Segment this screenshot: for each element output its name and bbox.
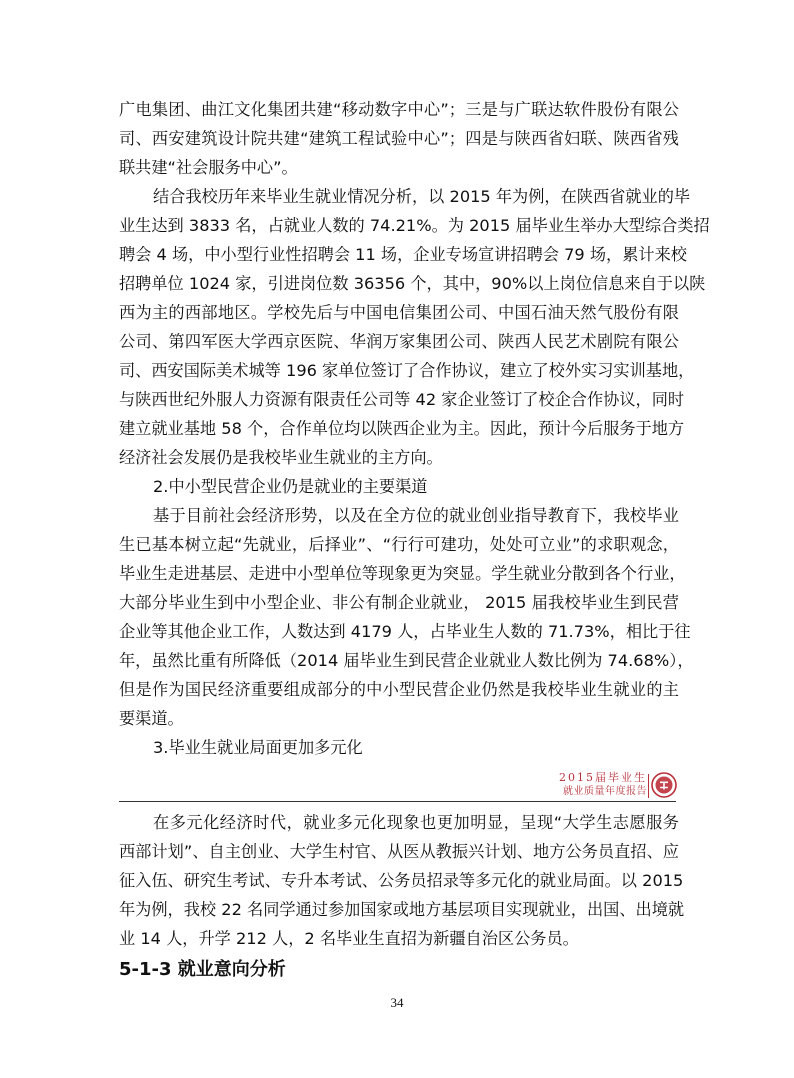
text-line: 司、西安建筑设计院共建“建筑工程试验中心”；四是与陕西省妇联、陕西省残: [119, 129, 679, 148]
text-line: 聘会 4 场，中小型行业性招聘会 11 场，企业专场宣讲招聘会 79 场，累计来校: [119, 245, 687, 264]
report-brand-logo: [549, 771, 677, 801]
text-line: 企业等其他企业工作，人数达到 4179 人，占毕业生人数的 71.73%，相比于往: [119, 622, 691, 641]
brand-divider: [648, 774, 649, 798]
text-line: 招聘单位 1024 家，引进岗位数 36356 个，其中，90%以上岗位信息来自于以陕: [119, 274, 706, 293]
body-text-bottom: [119, 808, 685, 953]
page-number: 34: [390, 995, 404, 1010]
subheading: 2.中小型民营企业仍是就业的主要渠道: [153, 477, 428, 496]
text-line: 建立就业基地 58 个，合作单位均以陕西企业为主。因此，预计今后服务于地方: [119, 419, 685, 438]
text-line: 业 14 人，升学 212 人，2 名毕业生直招为新疆自治区公务员。: [119, 929, 579, 948]
text-line: 业生达到 3833 名，占就业人数的 74.21%。为 2015 届毕业生举办大型综合类招: [119, 216, 710, 235]
school-seal-icon: [651, 772, 677, 798]
text-line: 生已基本树立起“先就业，后择业”、“行行可建功，处处可立业”的求职观念，: [119, 535, 679, 554]
text-line: 经济社会发展仍是我校毕业生就业的主方向。: [119, 448, 443, 467]
text-line: 与陕西世纪外服人力资源有限责任公司等 42 家企业签订了校企合作协议，同时: [119, 390, 685, 409]
brand-year-label: 2015届毕业生: [559, 771, 647, 784]
text-line: 大部分毕业生到中小型企业、非公有制企业就业， 2015 届我校毕业生到民营: [119, 593, 679, 612]
text-line: 征入伍、研究生考试、专升本考试、公务员招录等多元化的就业局面。以 2015: [119, 871, 684, 890]
text-line: 联共建“社会服务中心”。: [119, 158, 298, 177]
section-heading: 5-1-3 就业意向分析: [119, 959, 286, 980]
brand-report-label: 就业质量年度报告: [563, 786, 647, 797]
text-line: 毕业生走进基层、走进中小型单位等现象更为突显。学生就业分散到各个行业，: [119, 564, 686, 583]
text-line: 司、西安国际美术城等 196 家单位签订了合作协议，建立了校外实习实训基地，: [119, 361, 695, 380]
text-line: 年，虽然比重有所降低（2014 届毕业生到民营企业就业人数比例为 74.68%），: [119, 651, 694, 670]
text-line: 年为例，我校 22 名同学通过参加国家或地方基层项目实现就业，出国、出境就: [119, 900, 685, 919]
text-line: 结合我校历年来毕业生就业情况分析，以 2015 年为例，在陕西省就业的毕: [153, 187, 691, 206]
text-line: 要渠道。: [119, 709, 184, 728]
text-line: 在多元化经济时代，就业多元化现象也更加明显，呈现“大学生志愿服务: [153, 813, 679, 832]
text-line: 基于目前社会经济形势，以及在全方位的就业创业指导教育下，我校毕业: [153, 506, 679, 525]
header-divider-line: [119, 801, 676, 802]
text-line: 西部计划”、自主创业、大学生村官、从医从教振兴计划、地方公务员直招、应: [119, 842, 679, 861]
text-line: 西为主的西部地区。学校先后与中国电信集团公司、中国石油天然气股份有限: [119, 303, 679, 322]
subheading: 3.毕业生就业局面更加多元化: [153, 738, 363, 757]
text-line: 但是作为国民经济重要组成部分的中小型民营企业仍然是我校毕业生就业的主: [119, 680, 679, 699]
text-line: 广电集团、曲江文化集团共建“移动数字中心”；三是与广联达软件股份有限公: [119, 100, 679, 119]
body-text-top: [119, 95, 710, 762]
text-line: 公司、第四军医大学西京医院、华润万家集团公司、陕西人民艺术剧院有限公: [119, 332, 679, 351]
